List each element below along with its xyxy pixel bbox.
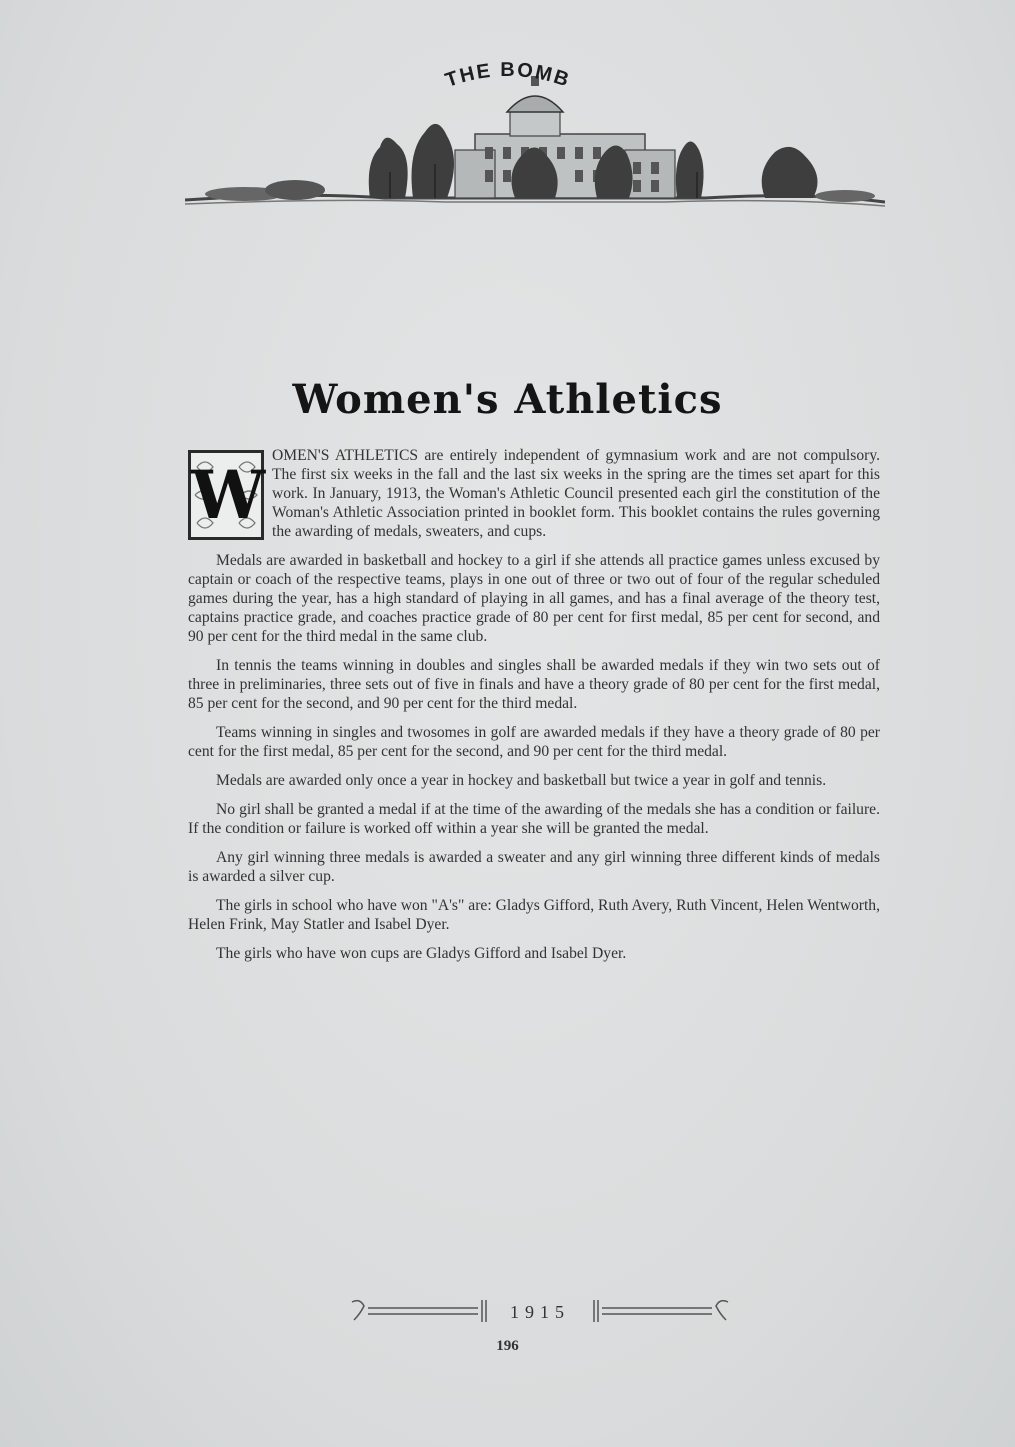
- paragraph-5: Medals are awarded only once a year in hockey and basketball but twice a year in golf and tennis.: [216, 772, 827, 789]
- paragraph-3: In tennis the teams winning in doubles and singles shall be awarded medals if they win two sets out of three in preliminaries, three sets out of five in finals and have a theory grade of 80 per cent for the first medal, 85 per cent for the second, and 90 per cent for the third medal.: [188, 657, 880, 712]
- paragraph-1: [188, 446, 880, 541]
- paragraph-7: Any girl winning three medals is awarded a sweater and any girl winning three different kinds of medals is awarded a silver cup.: [188, 849, 880, 885]
- article-title: Women's Athletics: [292, 376, 723, 423]
- paragraph-4: Teams winning in singles and twosomes in golf are awarded medals if they have a theory grade of 80 per cent for the first medal, 85 per cent for the second, and 90 per cent for the third medal.: [188, 724, 880, 760]
- running-title-arc: [408, 48, 608, 98]
- drop-cap-letter: W: [191, 456, 266, 534]
- paragraph-9: The girls who have won cups are Gladys Gifford and Isabel Dyer.: [216, 945, 627, 962]
- paragraph-6: No girl shall be granted a medal if at the time of the awarding of the medals she has a condition or failure. If the condition or failure is worked off within a year she will be granted the medal.: [188, 801, 880, 837]
- footer-year: 1915: [510, 1302, 570, 1322]
- paragraph-8: The girls in school who have won "A's" are: Gladys Gifford, Ruth Avery, Ruth Vincent, Helen Wentworth, Helen Frink, May Statler and Isabel Dyer.: [188, 897, 880, 933]
- svg-text:THE BOMB: [442, 59, 573, 92]
- drop-cap: [188, 450, 264, 540]
- paragraph-1-text: OMEN'S ATHLETICS are entirely independent of gymnasium work and are not compulsory. The first six weeks in the fall and the last six weeks in the spring are the times set apart for this work. In January, 1913, the Woman's Athletic Council presented each girl the constitution of the Woman's Athletic Association printed in booklet form. This booklet contains the rules governing the awarding of medals, sweaters, and cups.: [272, 447, 880, 540]
- running-head: [0, 48, 1015, 103]
- page-number: 196: [496, 1338, 519, 1354]
- article-body: [188, 446, 880, 973]
- footer-year-ornament: [350, 1296, 730, 1326]
- running-title: THE BOMB: [442, 58, 573, 92]
- paragraph-2: Medals are awarded in basketball and hockey to a girl if she attends all practice games unless excused by captain or coach of the respective teams, plays in one out of three or two out of four of the regular scheduled games during the year, has a high standard of playing in all games, and has a final average of the theory test, captains practice grade, and coaches practice grade of 80 per cent for first medal, 85 per cent for second, and 90 per cent for the third medal in the same club.: [188, 552, 880, 645]
